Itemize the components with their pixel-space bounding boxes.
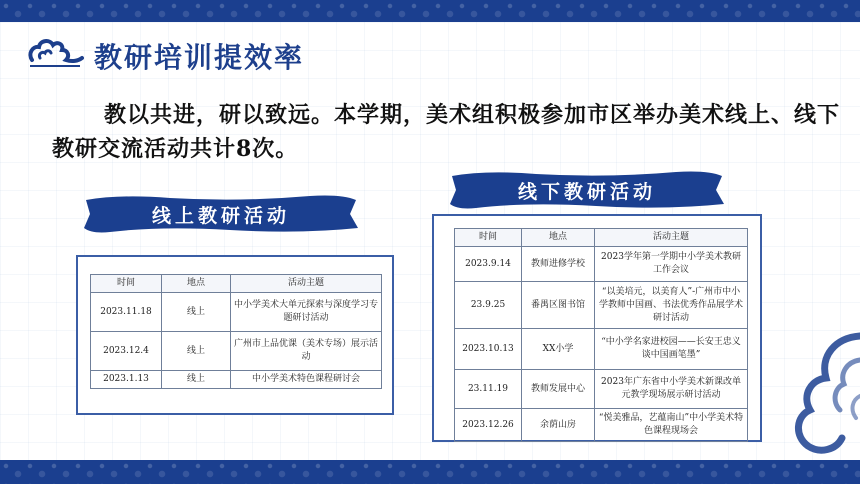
- cell-theme: “中小学名家进校园——长安王忠义谈中国画笔墨”: [595, 329, 748, 370]
- cell-place: 教师发展中心: [522, 370, 595, 409]
- cell-theme: 2023学年第一学期中小学美术教研工作会议: [595, 247, 748, 282]
- header-time: 时间: [91, 275, 162, 293]
- table-row: [455, 409, 748, 442]
- cell-place: 余荫山房: [522, 409, 595, 442]
- cell-time: 2023.12.4: [91, 332, 162, 371]
- cloud-swirl-deco-icon: [780, 326, 860, 460]
- cell-place: 番禺区图书馆: [522, 282, 595, 329]
- cell-time: 23.11.19: [455, 370, 522, 409]
- cell-time: 2023.10.13: [455, 329, 522, 370]
- table-row: [455, 282, 748, 329]
- table-row: [91, 293, 382, 332]
- cell-place: 线上: [162, 332, 231, 371]
- header-time: 时间: [455, 229, 522, 247]
- cell-place: 线上: [162, 293, 231, 332]
- intro-paragraph: 教以共进，研以致远。本学期，美术组积极参加市区举办美术线上、线下教研交流活动共计8次。: [52, 102, 841, 162]
- page-title: 教研培训提效率: [94, 41, 305, 74]
- header-theme: 活动主题: [231, 275, 382, 293]
- table-row: [455, 370, 748, 409]
- table-row: [91, 371, 382, 389]
- top-pattern-band: [0, 0, 860, 22]
- cell-theme: 中小学美术大单元探索与深度学习专题研讨活动: [231, 293, 382, 332]
- online-ribbon: [80, 192, 362, 236]
- offline-ribbon-label: 线下教研活动: [517, 180, 656, 203]
- offline-table-panel: [432, 214, 762, 442]
- header-theme: 活动主题: [595, 229, 748, 247]
- table-header-row: [91, 275, 382, 293]
- header-place: 地点: [162, 275, 231, 293]
- cell-theme: “悦美雅品，艺蕴南山”中小学美术特色课程现场会: [595, 409, 748, 442]
- cell-time: 2023.12.26: [455, 409, 522, 442]
- online-table-panel: [76, 255, 394, 415]
- offline-table: [454, 228, 748, 442]
- title-row: [26, 34, 304, 78]
- cloud-swirl-icon: [26, 36, 84, 76]
- online-table: [90, 274, 382, 389]
- cell-time: 23.9.25: [455, 282, 522, 329]
- cell-theme: 中小学美术特色课程研讨会: [231, 371, 382, 389]
- cell-theme: 广州市上品优课（美术专场）展示活动: [231, 332, 382, 371]
- cell-time: 2023.1.13: [91, 371, 162, 389]
- offline-ribbon: [446, 168, 728, 212]
- table-row: [91, 332, 382, 371]
- cell-place: XX小学: [522, 329, 595, 370]
- cell-place: 教师进修学校: [522, 247, 595, 282]
- cell-place: 线上: [162, 371, 231, 389]
- header-place: 地点: [522, 229, 595, 247]
- cell-theme: 2023年广东省中小学美术新课改单元教学现场展示研讨活动: [595, 370, 748, 409]
- cell-time: 2023.9.14: [455, 247, 522, 282]
- table-row: [455, 247, 748, 282]
- cell-theme: “以美培元，以美育人”-广州市中小学教师中国画、书法优秀作品展学术研讨活动: [595, 282, 748, 329]
- table-row: [455, 329, 748, 370]
- cell-time: 2023.11.18: [91, 293, 162, 332]
- online-ribbon-label: 线上教研活动: [151, 204, 290, 227]
- bottom-pattern-band: [0, 460, 860, 484]
- table-header-row: [455, 229, 748, 247]
